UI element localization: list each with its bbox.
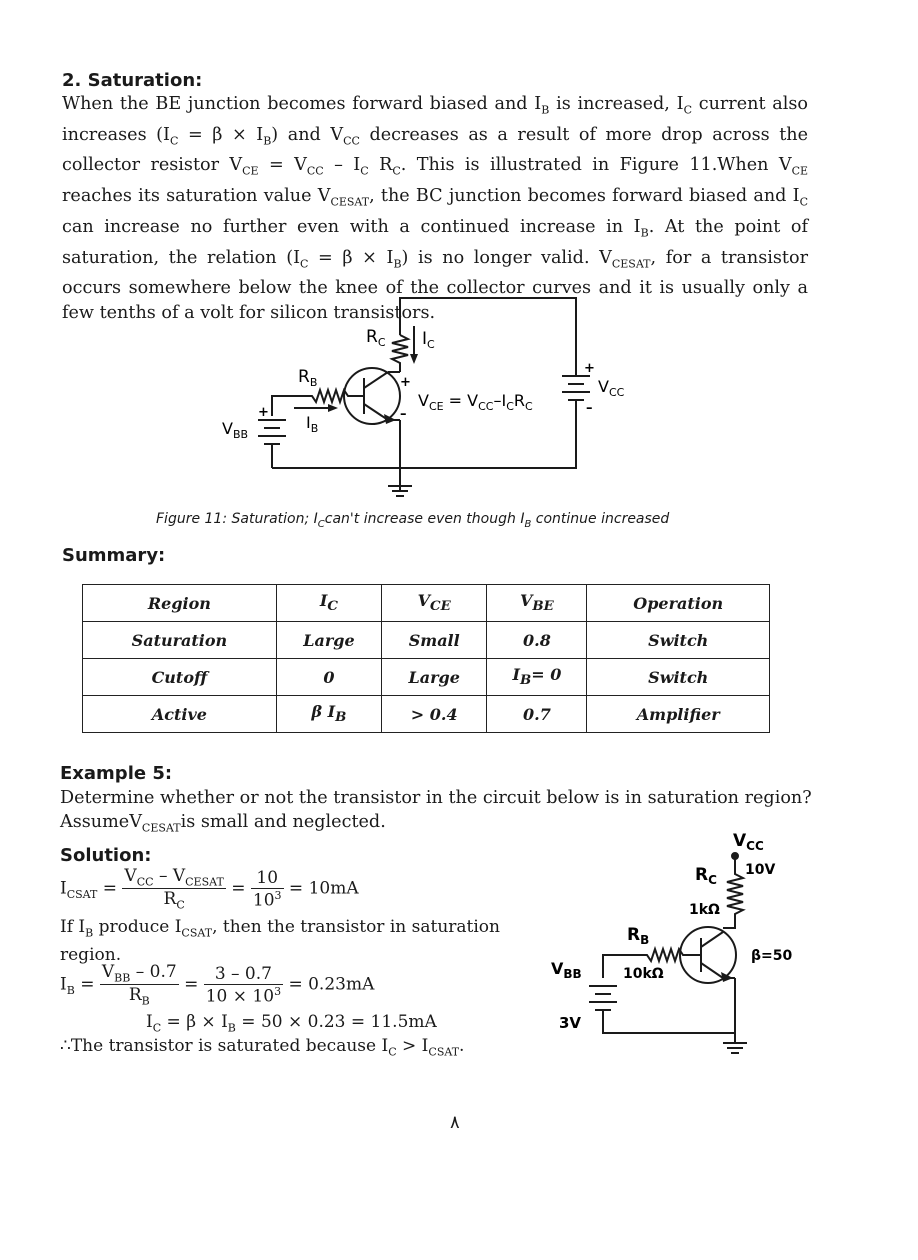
cell: > 0.4	[382, 696, 487, 733]
fig11-ic-label: $I_C$	[422, 329, 435, 351]
cell: Small	[382, 622, 487, 659]
example-title: Example 5:	[60, 763, 173, 784]
fig11-plus-collector: +	[400, 375, 411, 390]
cell: Large	[276, 622, 381, 659]
header-vbe: $V_{BE}$	[487, 585, 587, 622]
ex-rc-value: 1kΩ	[689, 902, 720, 918]
header-ic: $I_C$	[276, 585, 381, 622]
summary-table	[82, 584, 770, 733]
table-row	[83, 659, 770, 696]
figure-11-caption: Figure 11: Saturation; $I_Ccan't$ increase even though $I_B$ continue increased	[156, 511, 670, 530]
summary-title: Summary:	[62, 545, 166, 566]
icsat-fraction-2: $\frac{10}{10^3}$	[252, 867, 282, 911]
conclusion: ∴The transistor is saturated because $I_C > I_{CSAT}$.	[60, 1036, 465, 1059]
fig11-vbb-label: $V_{BB}$	[222, 419, 249, 441]
question-line-2: AssumeV$_{CESAT}$is small and neglected.	[60, 812, 386, 835]
figure-11-circuit	[210, 290, 630, 505]
if-statement: If $I_B$ produce $I_{CSAT}$, then the transistor in saturation region.	[60, 917, 500, 966]
header-region: Region	[83, 585, 277, 622]
saturation-paragraph: When the BE junction becomes forward biased and $I_B$ is increased, $I_C$ current also increases $(I_C = \beta \times I_B)$ and $V_{CC}$ decreases as a result of more drop across the collector resistor $V_{CE} = V_{CC} - I_C$ $R_C$. This is illustrated in Figure 11.When $V_{CE}$ reaches its saturation value $V_{CESAT}$, the BC junction becomes forward biased and $I_C$ can increase no further even with a continued increase in $I_B$. At the point of saturation, the relation $(I_C = \beta \times I_B)$ is no longer valid. $V_{CESAT}$, for a transistor occurs somewhere below the knee of the collector curves and it is usually only a few tenths of a volt for silicon transistors.	[62, 94, 809, 323]
header-vce: $V_{CE}$	[382, 585, 487, 622]
ex-rc-label: $R_C$	[695, 865, 717, 887]
cell: Large	[382, 659, 487, 696]
ic-equation: $I_C = \beta \times I_B = 50 \times 0.23 = 11.5mA$	[146, 1012, 437, 1035]
cell: Switch	[587, 659, 770, 696]
ex-vbb-value: 3V	[559, 1014, 582, 1032]
cell: Active	[83, 696, 277, 733]
cell: 0	[276, 659, 381, 696]
example-5-circuit	[545, 828, 805, 1068]
cell: β $I_B$	[276, 696, 381, 733]
header-operation: Operation	[587, 585, 770, 622]
ex-beta-label: β=50	[751, 948, 793, 964]
ex-rb-label: $R_B$	[627, 925, 650, 947]
ib-fraction-1: $\frac{V_{BB} - 0.7}{R_B}$	[101, 962, 177, 1008]
fig11-rb-label: $R_B$	[298, 367, 318, 389]
cell: Saturation	[83, 622, 277, 659]
ex-vcc-value: 10V	[745, 862, 776, 878]
ib-fraction-2: $\frac{3 - 0.7}{10 \times 10^3}$	[205, 963, 282, 1007]
cell: 0.7	[487, 696, 587, 733]
cell: $I_B= 0$	[487, 659, 587, 696]
fig11-vcc-label: $V_{CC}$	[598, 377, 625, 399]
table-row	[83, 622, 770, 659]
fig11-plus-vbb: +	[258, 405, 269, 420]
icsat-fraction-1: $\frac{V_{CC} - V_{CESAT}}{R_C}$	[124, 866, 224, 912]
fig11-minus-emitter: –	[400, 407, 407, 422]
cell: Amplifier	[587, 696, 770, 733]
table-header-row	[83, 585, 770, 622]
solution-title: Solution:	[60, 845, 152, 866]
fig11-minus-vcc: –	[586, 401, 593, 416]
ex-rb-value: 10kΩ	[623, 966, 664, 982]
fig11-rc-label: $R_C$	[366, 327, 386, 349]
cell: Switch	[587, 622, 770, 659]
section-title: 2. Saturation:	[62, 70, 203, 91]
page-number: ٨	[450, 1112, 460, 1133]
ex-vcc-label: $V_{CC}$	[733, 831, 764, 853]
cell: Cutoff	[83, 659, 277, 696]
table-row	[83, 696, 770, 733]
ib-equation: $I_B$ = $\frac{V_{BB} - 0.7}{R_B}$ = $\frac{3 - 0.7}{10 \times 10^3}$ = 0.23mA	[60, 962, 375, 1008]
fig11-ib-label: $I_B$	[306, 413, 319, 435]
fig11-plus-vcc: +	[584, 361, 595, 376]
question-line-1: Determine whether or not the transistor in the circuit below is in saturation region?	[60, 788, 812, 808]
fig11-vce-equation: $V_{CE} = V_{CC}-I_CR_C$	[418, 391, 533, 413]
ex-vbb-label: $V_{BB}$	[551, 959, 582, 981]
icsat-equation: $I_{CSAT}$ = $\frac{V_{CC} - V_{CESAT}}{R_C}$ = $\frac{10}{10^3}$ = 10mA	[60, 866, 359, 912]
cell: 0.8	[487, 622, 587, 659]
